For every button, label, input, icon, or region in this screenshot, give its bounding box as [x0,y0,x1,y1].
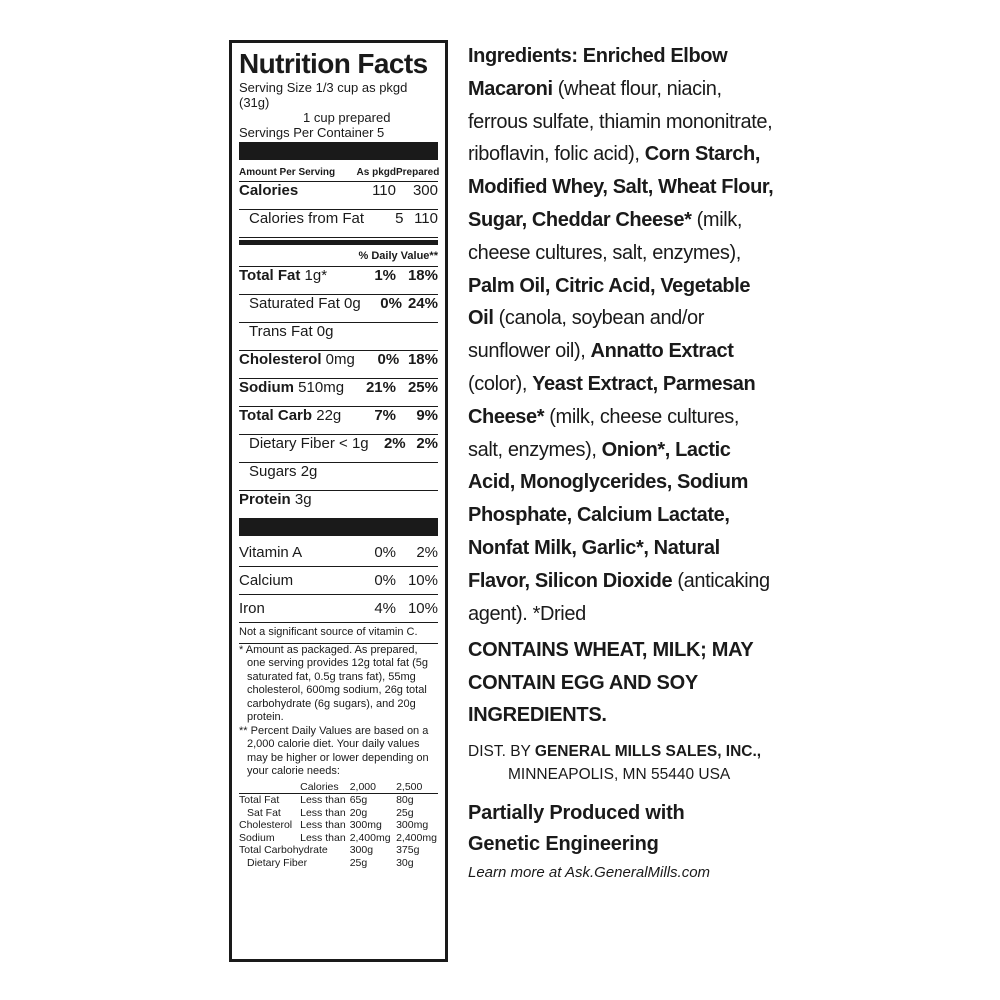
ingredient-segment: (anticaking agent). *Dried [468,569,770,625]
nutrient-amount: 2g [296,463,318,480]
dv-table-cell: 25g [349,856,368,869]
ingredient-segment: Annatto Extract [590,340,734,363]
dv-table-cell: Cholesterol [239,819,293,831]
calories-prepared: 300 [412,182,438,199]
vitamin-prepared: 10% [407,572,438,589]
vitamin-as-packaged: 0% [374,544,396,561]
dv-as-packaged: 7% [374,407,396,424]
vitamin-as-packaged: 0% [374,572,396,589]
dv-table-cell: Dietary Fiber [247,856,308,869]
ingredients-panel [460,40,775,890]
genetic-engineering-disclosure [468,798,775,860]
ingredients-list [468,40,775,630]
dv-table-cell: Sodium [239,831,275,844]
nutrient-amount: 0g [312,323,334,340]
serving-size-prepared: 1 cup prepared [303,110,391,125]
medium-divider [239,240,438,245]
dv-table-cell: 2,400mg [349,831,391,844]
nutrient-name: Protein [239,491,291,508]
ingredient-segment: Corn Starch, Modified Whey, Salt, Wheat Flour, Sugar, Cheddar Cheese* [468,143,774,231]
nutrient-amount: 0mg [321,351,355,368]
vitamin-prepared: 2% [416,544,438,561]
dv-prepared: 25% [407,379,438,396]
dv-as-packaged: 21% [365,379,396,396]
footnote-as-packaged: * Amount as packaged. As prepared, one serving provides 12g total fat (5g saturated fat, 0.5g trans fat), 55mg cholesterol, 600mg sodium, 26g total carbohydrate (6g sugars), and 20g protein. [239,643,429,723]
nutrition-title: Nutrition Facts [239,48,428,79]
serving-size: Serving Size 1/3 cup as pkgd (31g) [239,80,408,110]
nutrient-amount: 510mg [294,379,345,396]
dv-table-cell: 25g [396,806,414,819]
ingredient-segment: (milk, cheese cultures, salt, enzymes), [468,208,743,264]
dv-as-packaged: 1% [374,267,396,284]
amount-per-serving-label: Amount Per Serving [239,166,336,178]
nutrition-facts-panel [229,40,448,962]
calories-as-packaged: 110 [372,182,396,199]
nutrient-row-sugars [239,463,438,491]
nutrient-name: Sodium [239,379,294,396]
dv-table-cell [239,781,300,794]
daily-values-table [239,781,438,870]
dv-table-cell: 2,400mg [396,831,437,844]
dv-as-packaged: 0% [377,351,400,368]
dv-table-row [239,807,438,820]
nutrient-row-protein [239,491,438,518]
footnotes [239,626,438,869]
dv-table-cell: 20g [349,806,368,819]
ingredient-segment: Onion*, Lactic Acid, Monoglycerides, Sodium Phosphate, Calcium Lactate, Nonfat Milk, Garlic*, Natural Flavor, Silicon Dioxide [468,438,748,592]
vitamin-name: Vitamin A [239,544,303,561]
nutrient-amount: 3g [290,491,312,508]
dv-table-cell: Total Carbohydrate [239,844,328,856]
distributor-prefix: DIST. BY [468,742,535,760]
nutrient-row-total-fat [239,267,438,295]
dv-table-cell: Sat Fat [247,806,281,819]
calories-from-fat-row [239,210,438,238]
nutrient-row-sodium [239,379,438,407]
footnote-daily-values: ** Percent Daily Values are based on a 2,000 calorie diet. Your daily values may be higher or lower depending on your calorie needs: [239,724,429,777]
ge-line-1: Partially Produced with [468,801,685,824]
ingredient-segment: Ingredients: Enriched Elbow Macaroni [468,45,728,100]
nutrient-name: Cholesterol [239,351,322,368]
allergen-statement: CONTAINS WHEAT, MILK; MAY CONTAIN EGG AND SOY INGREDIENTS. [468,639,754,727]
dv-table-cell: 375g [396,844,420,856]
dv-table-cell: 65g [349,794,368,806]
nutrient-name: Sugars [249,463,297,480]
dv-table-row [239,832,438,845]
prepared-header: Prepared [396,166,440,178]
dv-table-row [239,819,438,832]
dv-table-cell: 2,500 [396,780,423,793]
dv-prepared: 24% [407,295,438,312]
dv-table-cell: 80g [396,794,414,806]
dv-table-cell: 300g [349,844,374,856]
calories-from-fat-as-packaged: 5 [395,210,404,227]
nutrient-row-dietary-fiber [239,435,438,463]
dv-as-packaged: 2% [383,435,406,452]
dv-prepared: 2% [416,435,438,452]
dv-prepared: 18% [407,267,438,284]
nutrient-name: Dietary Fiber [249,435,335,452]
dv-table-cell: 2,000 [349,780,376,793]
dv-as-packaged: 0% [380,295,402,312]
learn-more-link[interactable]: Learn more at Ask.GeneralMills.com [468,863,711,881]
distributor-company: GENERAL MILLS SALES, INC., [534,742,762,760]
nutrient-amount: 22g [312,407,342,424]
nutrient-row-total-carb [239,407,438,435]
ge-line-2: Genetic Engineering [468,832,659,855]
calories-from-fat-prepared: 110 [414,210,438,227]
ingredient-segment: (color), [468,372,533,395]
ingredient-segment: (wheat flour, niacin, ferrous sulfate, thiamin mononitrate, riboflavin, folic acid), [468,77,773,166]
ingredient-segment: (canola, soybean and/or sunflower oil), [468,307,705,363]
daily-value-header: % Daily Value** [239,246,438,267]
dv-table-cell: Less than [300,806,346,819]
distributor-address: MINNEAPOLIS, MN 55440 USA [508,765,731,783]
nutrient-name: Saturated Fat [249,295,340,312]
dv-table-header [239,781,438,794]
dv-table-row [239,844,438,857]
dv-table-cell: Less than [300,794,346,806]
nutrient-row-cholesterol [239,351,438,379]
vitamin-as-packaged: 4% [374,600,396,617]
vitamin-name: Iron [239,600,265,617]
ingredient-segment: Yeast Extract, Parmesan Cheese* [468,372,756,428]
vitamin-row-a [239,539,438,567]
nutrient-name: Total Carb [239,407,313,424]
amount-header [239,163,438,182]
vitamin-name: Calcium [239,572,294,589]
dv-table-cell: 300mg [349,819,382,831]
dv-prepared: 18% [407,351,438,368]
vitamin-prepared: 10% [407,600,438,617]
ingredient-segment: Palm Oil, Citric Acid, Vegetable Oil [468,274,751,330]
thick-divider [239,142,438,160]
dv-table-cell: Less than [300,831,346,844]
nutrient-name: Total Fat [239,267,301,284]
nutrient-name: Trans Fat [249,323,313,340]
dv-table-cell: 30g [396,856,414,869]
as-packaged-header: As pkgd [356,166,396,178]
servings-per-container: Servings Per Container 5 [239,125,385,140]
dv-table-cell: Calories [300,780,339,793]
calories-label: Calories [239,182,299,199]
calories-from-fat-label: Calories from Fat [249,210,365,227]
ingredient-segment: (milk, cheese cultures, salt, enzymes), [468,405,740,461]
dv-table-row [239,794,438,807]
nutrient-row-saturated-fat [239,295,438,323]
nutrient-amount: 0g [339,295,361,312]
nutrient-amount: < 1g [334,435,369,452]
thick-divider [239,518,438,536]
not-significant-note: Not a significant source of vitamin C. [239,626,438,644]
nutrient-row-trans-fat [239,323,438,351]
dv-table-row [239,857,438,870]
dv-table-cell: Total Fat [239,794,280,806]
distributor [468,740,775,786]
dv-table-cell: 300mg [396,819,429,831]
dv-table-cell: Less than [300,819,346,831]
calories-row [239,182,438,210]
nutrient-amount: 1g* [300,267,328,284]
vitamin-row-calcium [239,567,438,595]
vitamin-row-iron [239,595,438,623]
dv-prepared: 9% [416,407,438,424]
